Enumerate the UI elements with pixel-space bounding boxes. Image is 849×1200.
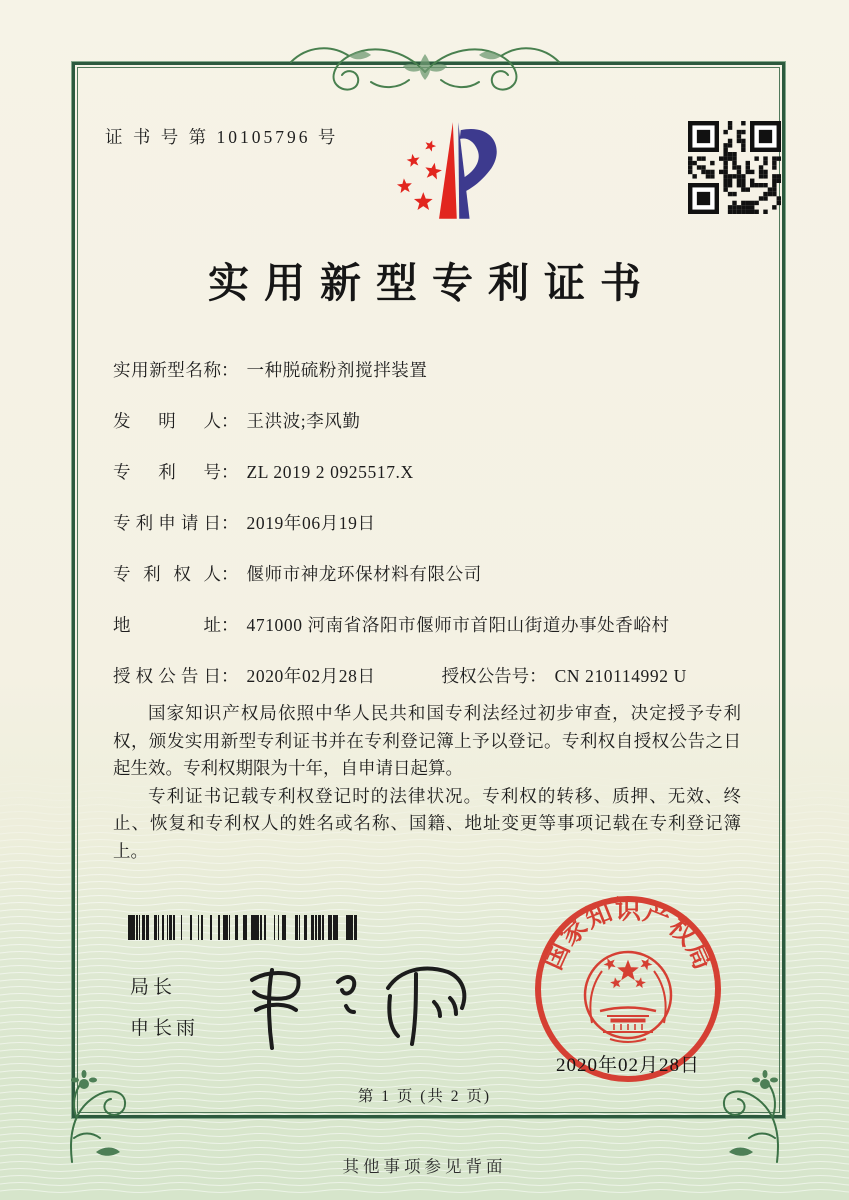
body-paragraph: 专利证书记载专利权登记时的法律状况。专利权的转移、质押、无效、终止、恢复和专利权人的姓名或名称、国籍、地址变更等事项记载在专利登记簿上。 <box>113 785 741 861</box>
field-value: 2020年02月28日 <box>246 666 376 686</box>
field-label: 发明人 <box>113 411 221 431</box>
seal-date: 2020年02月28日 <box>555 1055 700 1076</box>
field-row <box>113 356 743 384</box>
field-value: 偃师市神龙环保材料有限公司 <box>246 564 482 584</box>
field-label: 地址 <box>113 615 221 635</box>
field-colon: ： <box>221 564 239 584</box>
field-value: 471000 河南省洛阳市偃师市首阳山街道办事处香峪村 <box>246 615 670 635</box>
field-colon: ： <box>221 462 239 482</box>
field-colon: ： <box>221 513 239 533</box>
barcode <box>128 915 366 940</box>
top-border-ornament <box>275 36 575 106</box>
field-label: 专利申请日 <box>113 513 221 533</box>
field-label: 专利权人 <box>113 564 221 584</box>
signer-name: 申长雨 <box>130 1018 200 1039</box>
logo-p-bowl <box>460 129 497 193</box>
field-row <box>113 611 743 639</box>
back-note: 其他事项参见背面 <box>342 1157 507 1176</box>
field-colon: ： <box>529 666 547 686</box>
body-paragraph: 国家知识产权局依照中华人民共和国专利法经过初步审查，决定授予专利权，颁发实用新型专利证书并在专利登记簿上予以登记。专利权自授权公告之日起生效。专利权期限为十年，自申请日起算。 <box>113 703 741 778</box>
director-signature <box>238 940 478 1055</box>
field-colon: ： <box>221 666 239 686</box>
seal-text: 国家知识产权局 <box>537 895 719 974</box>
field-label: 授权公告号 <box>441 666 530 686</box>
cnipa-logo-icon <box>378 110 506 234</box>
field-value: 一种脱硫粉剂搅拌装置 <box>246 360 428 380</box>
body-text <box>113 700 741 865</box>
signer-title: 局长 <box>130 977 177 998</box>
field-label: 专利号 <box>113 462 221 482</box>
field-colon: ： <box>221 360 239 380</box>
field-label: 实用新型名称 <box>113 360 221 380</box>
field-value: CN 210114992 U <box>554 666 687 686</box>
field-colon: ： <box>221 411 239 431</box>
qr-code <box>688 121 781 214</box>
certificate-number: 证 书 号 第 10105796 号 <box>105 127 339 147</box>
field-value: 2019年06月19日 <box>246 513 376 533</box>
field-value: 王洪波;李风勤 <box>246 411 361 431</box>
field-row <box>113 662 743 690</box>
fields <box>113 356 743 713</box>
field-row <box>113 407 743 435</box>
field-value: ZL 2019 2 0925517.X <box>246 462 414 482</box>
national-emblem <box>585 952 671 1042</box>
signer-block <box>130 972 199 1054</box>
certificate-title: 实用新型专利证书 <box>208 260 656 306</box>
field-row <box>113 509 743 537</box>
field-pair-2 <box>442 662 687 690</box>
corner-ornament-left <box>62 1068 134 1164</box>
field-label: 授权公告日 <box>113 666 221 686</box>
field-row <box>113 458 743 486</box>
logo-red-triangle <box>439 122 457 218</box>
field-colon: ： <box>221 615 239 635</box>
page-number: 第 1 页 (共 2 页) <box>357 1088 492 1105</box>
field-row <box>113 560 743 588</box>
